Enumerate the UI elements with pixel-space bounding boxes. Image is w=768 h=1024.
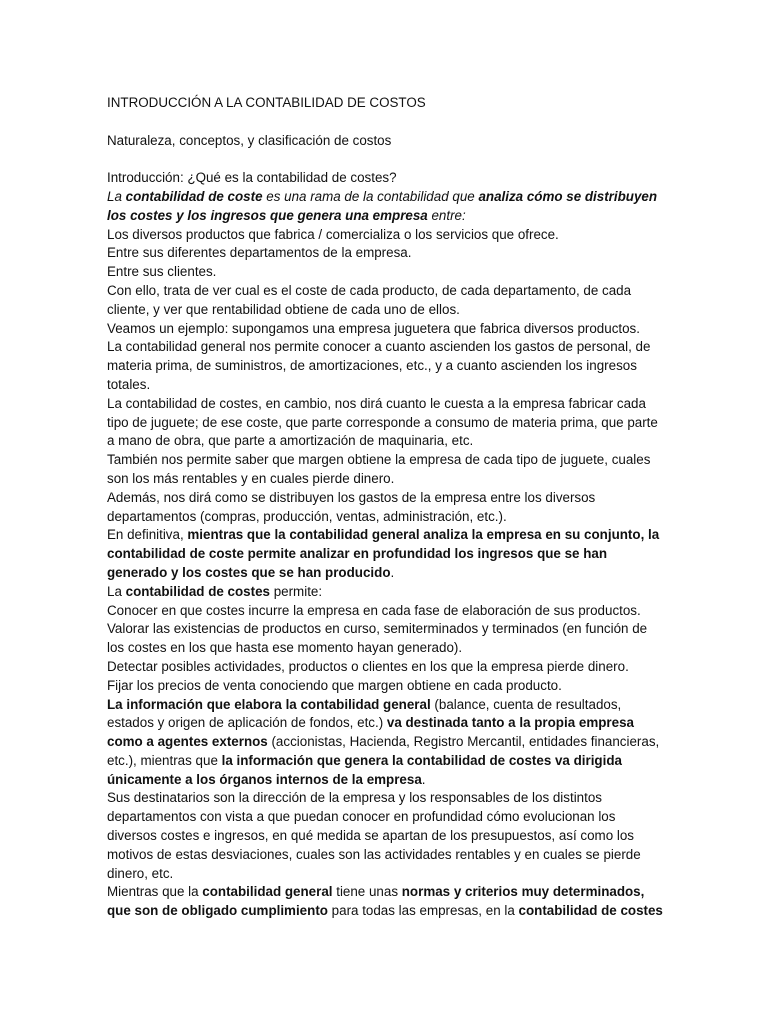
text-run: .: [390, 564, 395, 580]
paragraph: [107, 658, 667, 677]
text-run: La información que elabora la contabilidad general: [107, 696, 431, 712]
paragraph: [107, 188, 667, 226]
document-title: INTRODUCCIÓN A LA CONTABILIDAD DE COSTOS: [107, 95, 426, 110]
paragraph: [107, 526, 667, 582]
paragraph: [107, 226, 667, 245]
paragraph: [107, 696, 667, 790]
paragraph: [107, 338, 667, 394]
text-run: normas y criterios muy determinados, que son de obligado cumplimiento: [107, 884, 645, 919]
text-run: tiene unas: [332, 884, 402, 900]
text-run: Entre sus diferentes departamentos de la empresa.: [107, 245, 412, 261]
text-run: la información que genera la contabilidad de costes va dirigida únicamente a los órganos internos de la empresa: [107, 752, 622, 787]
text-run: contabilidad general: [202, 884, 333, 900]
text-run: También nos permite saber que margen obtiene la empresa de cada tipo de juguete, cuales son los más rentables y en cuales pierde dinero.: [107, 452, 651, 486]
text-run: Conocer en que costes incurre la empresa en cada fase de elaboración de sus productos.: [107, 602, 641, 618]
paragraph: [107, 451, 667, 489]
text-run: La: [107, 188, 126, 204]
text-run: Fijar los precios de venta conociendo que margen obtiene en cada producto.: [107, 677, 562, 693]
text-run: permite:: [269, 583, 323, 599]
text-run: (accionistas, Hacienda, Registro Mercantil, entidades financieras, etc.), mientras que: [107, 734, 660, 768]
text-run: contabilidad de costes: [518, 903, 663, 919]
text-run: La contabilidad de costes, en cambio, nos dirá cuanto le cuesta a la empresa fabricar cada tipo de juguete; de ese coste, que parte corresponde a consumo de materia prima, que parte a mano de obra, que parte a amortización de maquinaria, etc.: [107, 395, 658, 449]
text-run: entre:: [427, 207, 466, 223]
text-run: contabilidad de costes: [125, 583, 270, 599]
paragraph: [107, 263, 667, 282]
text-run: para todas las empresas, en la: [327, 903, 519, 919]
paragraph: [107, 677, 667, 696]
paragraph: [107, 583, 667, 602]
paragraph: [107, 320, 667, 339]
text-run: Introducción: ¿Qué es la contabilidad de costes?: [107, 170, 397, 186]
text-run: La: [107, 583, 126, 599]
text-run: .: [421, 771, 426, 787]
text-run: es una rama de la contabilidad que: [262, 188, 479, 204]
text-run: Veamos un ejemplo: supongamos una empresa juguetera que fabrica diversos productos.: [107, 320, 640, 336]
document-page: [107, 94, 667, 921]
text-run: En definitiva,: [107, 527, 188, 543]
paragraph: [107, 489, 667, 527]
text-run: La contabilidad general nos permite conocer a cuanto ascienden los gastos de personal, de materia prima, de suministros, de amortizaciones, etc., y a cuanto ascienden los ingresos totales.: [107, 339, 651, 392]
text-run: Los diversos productos que fabrica / comercializa o los servicios que ofrece.: [107, 226, 559, 242]
document-body: [107, 169, 667, 921]
text-run: Entre sus clientes.: [107, 264, 217, 280]
text-run: analiza cómo se distribuyen los costes y los ingresos que genera una empresa: [107, 188, 658, 223]
text-run: contabilidad de coste: [125, 188, 263, 204]
paragraph: [107, 602, 667, 621]
text-run: Valorar las existencias de productos en curso, semiterminados y terminados (en función de los costes en los que hasta ese momento hayan generado).: [107, 621, 648, 656]
paragraph: [107, 244, 667, 263]
document-subtitle: Naturaleza, conceptos, y clasificación de costos: [107, 132, 392, 148]
text-run: Mientras que la: [107, 884, 203, 900]
text-run: (balance, cuenta de resultados, estados y origen de aplicación de fondos, etc.): [107, 696, 622, 731]
paragraph: [107, 395, 667, 451]
paragraph: [107, 883, 667, 921]
text-run: Además, nos dirá como se distribuyen los gastos de la empresa entre los diversos departamentos (compras, producción, ventas, administración, etc.).: [107, 489, 596, 524]
text-run: Detectar posibles actividades, productos o clientes en los que la empresa pierde dinero.: [107, 658, 629, 674]
paragraph: [107, 282, 667, 320]
text-run: Con ello, trata de ver cual es el coste de cada producto, de cada departamento, de cada cliente, y ver que rentabilidad obtiene de cada uno de ellos.: [107, 282, 632, 317]
paragraph: [107, 620, 667, 658]
text-run: Sus destinatarios son la dirección de la empresa y los responsables de los distintos departamentos con vista a que puedan conocer en profundidad cómo evolucionan los diversos costes e ingresos, en qué medida se apartan de los presupuestos, así como los motivos de estas desviaciones, cuales son las actividades rentables y en cuales se pierde dinero, etc.: [107, 790, 641, 881]
text-run: mientras que la contabilidad general analiza la empresa en su conjunto, la contabilidad de coste permite analizar en profundidad los ingresos que se han generado y los costes que se han producido: [107, 527, 660, 580]
text-run: va destinada tanto a la propia empresa como a agentes externos: [107, 715, 634, 750]
paragraph: [107, 169, 667, 188]
paragraph: [107, 789, 667, 883]
